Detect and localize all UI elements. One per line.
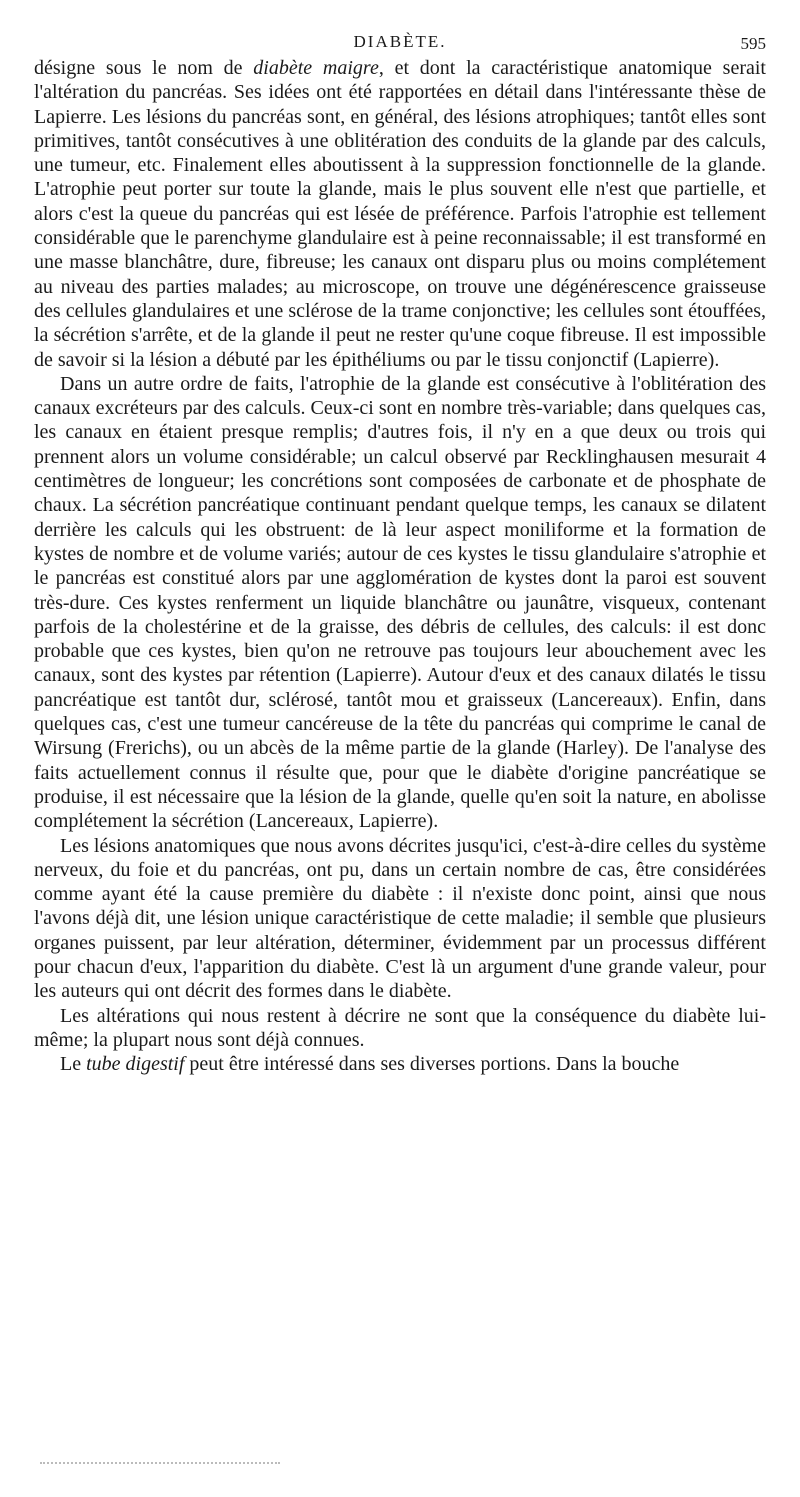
page	[34, 28, 766, 1076]
running-head-title: DIABÈTE.	[353, 32, 447, 51]
paragraph-5-text-1: Le	[60, 1053, 87, 1076]
paragraph-1-text-1: désigne sous le nom de	[34, 57, 254, 79]
paragraph-4-text: Les altérations qui nous restent à décrire ne sont que la conséquence du diabète lui-même; la plupart nous sont déjà connues.	[34, 1004, 766, 1051]
footer-scan-artifact	[40, 1462, 280, 1466]
paragraph-5	[34, 1052, 766, 1076]
paragraph-2	[34, 372, 766, 834]
paragraph-4	[34, 1004, 766, 1053]
paragraph-2-text: Dans un autre ordre de faits, l'atrophie de la glande est consécutive à l'oblitération des canaux excréteurs par des calculs. Ceux-ci sont en nombre très-variable; dans quelques cas, les canaux en étaient presque remplis; d'autres fois, il n'y en a que deux ou trois qui prennent alors un volume considérable; un calcul observé par Recklinghausen mesurait 4 centimètres de longueur; les concrétions sont composées de carbonate et de phosphate de chaux. La sécrétion pancréatique continuant pendant quelque temps, les canaux se dilatent derrière les calculs qui les obstruent: de là leur aspect moniliforme et la formation de kystes de nombre et de volume variés; autour de ces kystes le tissu glandulaire s'atrophie et le pancréas est constitué alors par une agglomération de kystes dont la paroi est souvent très-dure. Ces kystes renferment un liquide blanchâtre ou jaunâtre, visqueux, contenant parfois de la cholestérine et de la graisse, des débris de cellules, des calculs: il est donc probable que ces kystes, bien qu'on ne retrouve pas toujours leur abouchement avec les canaux, sont des kystes par rétention (Lapierre). Autour d'eux et des canaux dilatés le tissu pancréatique est tantôt dur, sclérosé, tantôt mou et graisseux (Lancereaux). Enfin, dans quelques cas, c'est une tumeur cancéreuse de la tête du pancréas qui comprime le canal de Wirsung (Frerichs), ou un abcès de la même partie de la glande (Harley). De l'analyse des faits actuellement connus il résulte que, pour que le diabète d'origine pancréatique se produise, il est nécessaire que la lésion de la glande, quelle qu'en soit la nature, en abolisse complétement la sécrétion (Lancereaux, Lapierre).	[34, 372, 766, 833]
paragraph-5-text-2: peut être intéressé dans ses diverses portions. Dans la bouche	[184, 1053, 680, 1076]
page-number: 595	[740, 34, 766, 53]
body-text	[34, 56, 766, 1076]
paragraph-1-text-2: , et dont la caractéristique anatomique serait l'altération du pancréas. Ses idées ont été rapportées en détail dans l'intéressante thèse de Lapierre. Les lésions du pancréas sont, en général, des lésions atrophiques; tantôt elles sont primitives, tantôt consécutives à une oblitération des conduits de la glande par des calculs, une tumeur, etc. Finalement elles aboutissent à la suppression fonctionnelle de la glande. L'atrophie peut porter sur toute la glande, mais le plus souvent elle n'est que partielle, et alors c'est la queue du pancréas qui est lésée de préférence. Parfois l'atrophie est tellement considérable que le parenchyme glandulaire est à peine reconnaissable; il est transformé en une masse blanchâtre, dure, fibreuse; les canaux ont disparu plus ou moins complétement au niveau des parties malades; au microscope, on trouve une dégénérescence graisseuse des cellules glandulaires et une sclérose de la trame conjonctive; les cellules sont étouffées, la sécrétion s'arrête, et de la glande il peut ne rester qu'une coque fibreuse. Il est impossible de savoir si la lésion a débuté par les épithéliums ou par le tissu conjonctif (Lapierre).	[34, 57, 766, 371]
paragraph-5-italic-term: tube digestif	[86, 1053, 185, 1076]
paragraph-1	[34, 56, 766, 372]
paragraph-3	[34, 834, 766, 1004]
paragraph-1-italic-term: diabète maigre	[253, 57, 379, 79]
paragraph-3-text: Les lésions anatomiques que nous avons décrites jusqu'ici, c'est-à-dire celles du système nerveux, du foie et du pancréas, ont pu, dans un certain nombre de cas, être considérées comme ayant été la cause première du diabète : il n'existe donc point, ainsi que nous l'avons déjà dit, une lésion unique caractéristique de cette maladie; il semble que plusieurs organes puissent, par leur altération, déterminer, évidemment par un processus différent pour chacun d'eux, l'apparition du diabète. C'est là un argument d'une grande valeur, pour les auteurs qui ont décrit des formes dans le diabète.	[34, 834, 766, 1003]
running-head	[34, 28, 766, 56]
